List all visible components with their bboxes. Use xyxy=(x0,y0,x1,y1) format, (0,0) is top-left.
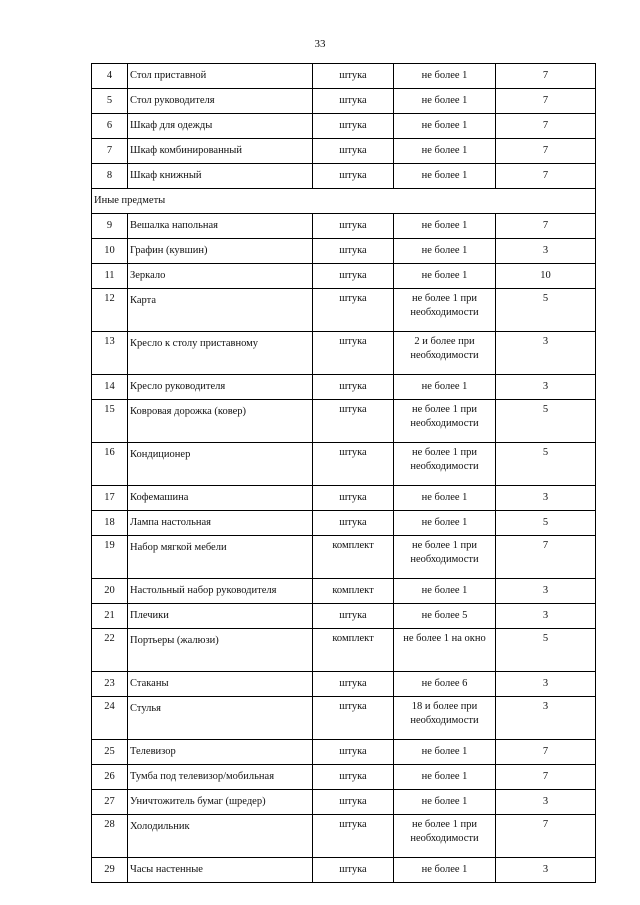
table-row xyxy=(92,400,596,443)
item-quantity: не более 1 xyxy=(394,139,496,164)
item-unit: штука xyxy=(313,740,394,765)
item-quantity: не более 1 xyxy=(394,486,496,511)
row-number: 15 xyxy=(92,400,128,443)
item-unit: штука xyxy=(313,139,394,164)
item-name: Шкаф книжный xyxy=(128,164,313,189)
item-service-years: 10 xyxy=(496,264,596,289)
item-name: Кресло к столу приставному xyxy=(128,332,313,375)
inventory-table xyxy=(91,63,596,883)
page-number: 33 xyxy=(314,38,326,50)
table-row xyxy=(92,579,596,604)
item-service-years: 3 xyxy=(496,672,596,697)
table-row xyxy=(92,164,596,189)
row-number: 14 xyxy=(92,375,128,400)
item-service-years: 3 xyxy=(496,579,596,604)
item-unit: штука xyxy=(313,114,394,139)
item-quantity: не более 1 xyxy=(394,790,496,815)
item-unit: штука xyxy=(313,214,394,239)
item-unit: штука xyxy=(313,264,394,289)
row-number: 11 xyxy=(92,264,128,289)
item-unit: штука xyxy=(313,697,394,740)
table-row xyxy=(92,629,596,672)
table-row xyxy=(92,858,596,883)
item-unit: штука xyxy=(313,815,394,858)
row-number: 24 xyxy=(92,697,128,740)
item-unit: комплект xyxy=(313,629,394,672)
item-name: Набор мягкой мебели xyxy=(128,536,313,579)
item-quantity: не более 1 xyxy=(394,89,496,114)
table-row xyxy=(92,89,596,114)
item-name: Кресло руководителя xyxy=(128,375,313,400)
row-number: 19 xyxy=(92,536,128,579)
row-number: 27 xyxy=(92,790,128,815)
row-number: 26 xyxy=(92,765,128,790)
item-quantity: не более 1 при необходимости xyxy=(394,289,496,332)
item-service-years: 3 xyxy=(496,604,596,629)
row-number: 18 xyxy=(92,511,128,536)
row-number: 10 xyxy=(92,239,128,264)
row-number: 9 xyxy=(92,214,128,239)
item-quantity: не более 6 xyxy=(394,672,496,697)
item-unit: штука xyxy=(313,239,394,264)
table-row xyxy=(92,765,596,790)
item-name: Зеркало xyxy=(128,264,313,289)
item-name: Холодильник xyxy=(128,815,313,858)
item-service-years: 5 xyxy=(496,400,596,443)
item-name: Карта xyxy=(128,289,313,332)
item-name: Кондиционер xyxy=(128,443,313,486)
item-unit: штука xyxy=(313,375,394,400)
item-service-years: 3 xyxy=(496,332,596,375)
row-number: 5 xyxy=(92,89,128,114)
item-quantity: не более 1 xyxy=(394,64,496,89)
item-service-years: 7 xyxy=(496,214,596,239)
table-row xyxy=(92,332,596,375)
table-row xyxy=(92,139,596,164)
item-quantity: не более 1 xyxy=(394,511,496,536)
row-number: 28 xyxy=(92,815,128,858)
item-service-years: 7 xyxy=(496,740,596,765)
item-service-years: 5 xyxy=(496,629,596,672)
item-name: Стулья xyxy=(128,697,313,740)
table-row xyxy=(92,511,596,536)
item-quantity: не более 1 xyxy=(394,114,496,139)
item-service-years: 3 xyxy=(496,486,596,511)
table-row xyxy=(92,375,596,400)
item-service-years: 3 xyxy=(496,697,596,740)
item-name: Стол приставной xyxy=(128,64,313,89)
item-unit: штука xyxy=(313,672,394,697)
item-service-years: 3 xyxy=(496,790,596,815)
item-quantity: не более 1 xyxy=(394,858,496,883)
item-name: Шкаф для одежды xyxy=(128,114,313,139)
table-row xyxy=(92,214,596,239)
table-row xyxy=(92,443,596,486)
item-unit: штука xyxy=(313,164,394,189)
row-number: 22 xyxy=(92,629,128,672)
item-unit: штука xyxy=(313,511,394,536)
item-quantity: 2 и более при необходимости xyxy=(394,332,496,375)
item-quantity: не более 1 при необходимости xyxy=(394,536,496,579)
item-unit: штука xyxy=(313,332,394,375)
table-row xyxy=(92,486,596,511)
row-number: 12 xyxy=(92,289,128,332)
item-unit: комплект xyxy=(313,579,394,604)
item-name: Графин (кувшин) xyxy=(128,239,313,264)
item-name: Настольный набор руководителя xyxy=(128,579,313,604)
row-number: 29 xyxy=(92,858,128,883)
item-service-years: 3 xyxy=(496,375,596,400)
item-service-years: 7 xyxy=(496,765,596,790)
item-quantity: не более 1 на окно xyxy=(394,629,496,672)
row-number: 16 xyxy=(92,443,128,486)
item-name: Плечики xyxy=(128,604,313,629)
item-unit: штука xyxy=(313,486,394,511)
table-row xyxy=(92,114,596,139)
item-name: Стаканы xyxy=(128,672,313,697)
row-number: 6 xyxy=(92,114,128,139)
item-unit: штука xyxy=(313,400,394,443)
item-service-years: 7 xyxy=(496,536,596,579)
row-number: 4 xyxy=(92,64,128,89)
row-number: 25 xyxy=(92,740,128,765)
item-service-years: 7 xyxy=(496,89,596,114)
item-name: Тумба под телевизор/мобильная xyxy=(128,765,313,790)
section-row xyxy=(92,189,596,214)
item-quantity: не более 1 xyxy=(394,239,496,264)
table-row xyxy=(92,697,596,740)
item-name: Кофемашина xyxy=(128,486,313,511)
table-row xyxy=(92,64,596,89)
table-row xyxy=(92,672,596,697)
item-unit: штука xyxy=(313,443,394,486)
item-quantity: не более 1 xyxy=(394,765,496,790)
item-name: Лампа настольная xyxy=(128,511,313,536)
item-unit: штука xyxy=(313,289,394,332)
table-body xyxy=(92,64,596,883)
item-quantity: не более 1 при необходимости xyxy=(394,400,496,443)
item-quantity: не более 1 при необходимости xyxy=(394,815,496,858)
item-service-years: 7 xyxy=(496,815,596,858)
section-label: Иные предметы xyxy=(92,189,596,214)
item-name: Телевизор xyxy=(128,740,313,765)
item-name: Портьеры (жалюзи) xyxy=(128,629,313,672)
item-name: Шкаф комбинированный xyxy=(128,139,313,164)
table-row xyxy=(92,790,596,815)
item-quantity: не более 1 xyxy=(394,264,496,289)
item-name: Стол руководителя xyxy=(128,89,313,114)
row-number: 7 xyxy=(92,139,128,164)
item-quantity: не более 1 xyxy=(394,579,496,604)
row-number: 20 xyxy=(92,579,128,604)
row-number: 21 xyxy=(92,604,128,629)
item-quantity: не более 1 xyxy=(394,164,496,189)
item-service-years: 5 xyxy=(496,443,596,486)
item-name: Ковровая дорожка (ковер) xyxy=(128,400,313,443)
item-quantity: не более 1 xyxy=(394,740,496,765)
item-name: Часы настенные xyxy=(128,858,313,883)
item-service-years: 7 xyxy=(496,114,596,139)
item-name: Вешалка напольная xyxy=(128,214,313,239)
item-service-years: 5 xyxy=(496,289,596,332)
table-row xyxy=(92,815,596,858)
row-number: 13 xyxy=(92,332,128,375)
item-unit: штука xyxy=(313,604,394,629)
item-service-years: 7 xyxy=(496,164,596,189)
item-quantity: 18 и более при необходимости xyxy=(394,697,496,740)
table-row xyxy=(92,289,596,332)
table-row xyxy=(92,536,596,579)
table-row xyxy=(92,239,596,264)
item-unit: штука xyxy=(313,765,394,790)
item-quantity: не более 1 xyxy=(394,214,496,239)
item-quantity: не более 1 при необходимости xyxy=(394,443,496,486)
item-service-years: 3 xyxy=(496,858,596,883)
item-name: Уничтожитель бумаг (шредер) xyxy=(128,790,313,815)
item-unit: штука xyxy=(313,790,394,815)
table-row xyxy=(92,740,596,765)
item-service-years: 7 xyxy=(496,139,596,164)
item-unit: штука xyxy=(313,89,394,114)
item-quantity: не более 5 xyxy=(394,604,496,629)
item-service-years: 7 xyxy=(496,64,596,89)
table-row xyxy=(92,604,596,629)
item-service-years: 5 xyxy=(496,511,596,536)
item-unit: комплект xyxy=(313,536,394,579)
item-unit: штука xyxy=(313,858,394,883)
table-row xyxy=(92,264,596,289)
row-number: 23 xyxy=(92,672,128,697)
row-number: 8 xyxy=(92,164,128,189)
item-service-years: 3 xyxy=(496,239,596,264)
item-quantity: не более 1 xyxy=(394,375,496,400)
row-number: 17 xyxy=(92,486,128,511)
item-unit: штука xyxy=(313,64,394,89)
